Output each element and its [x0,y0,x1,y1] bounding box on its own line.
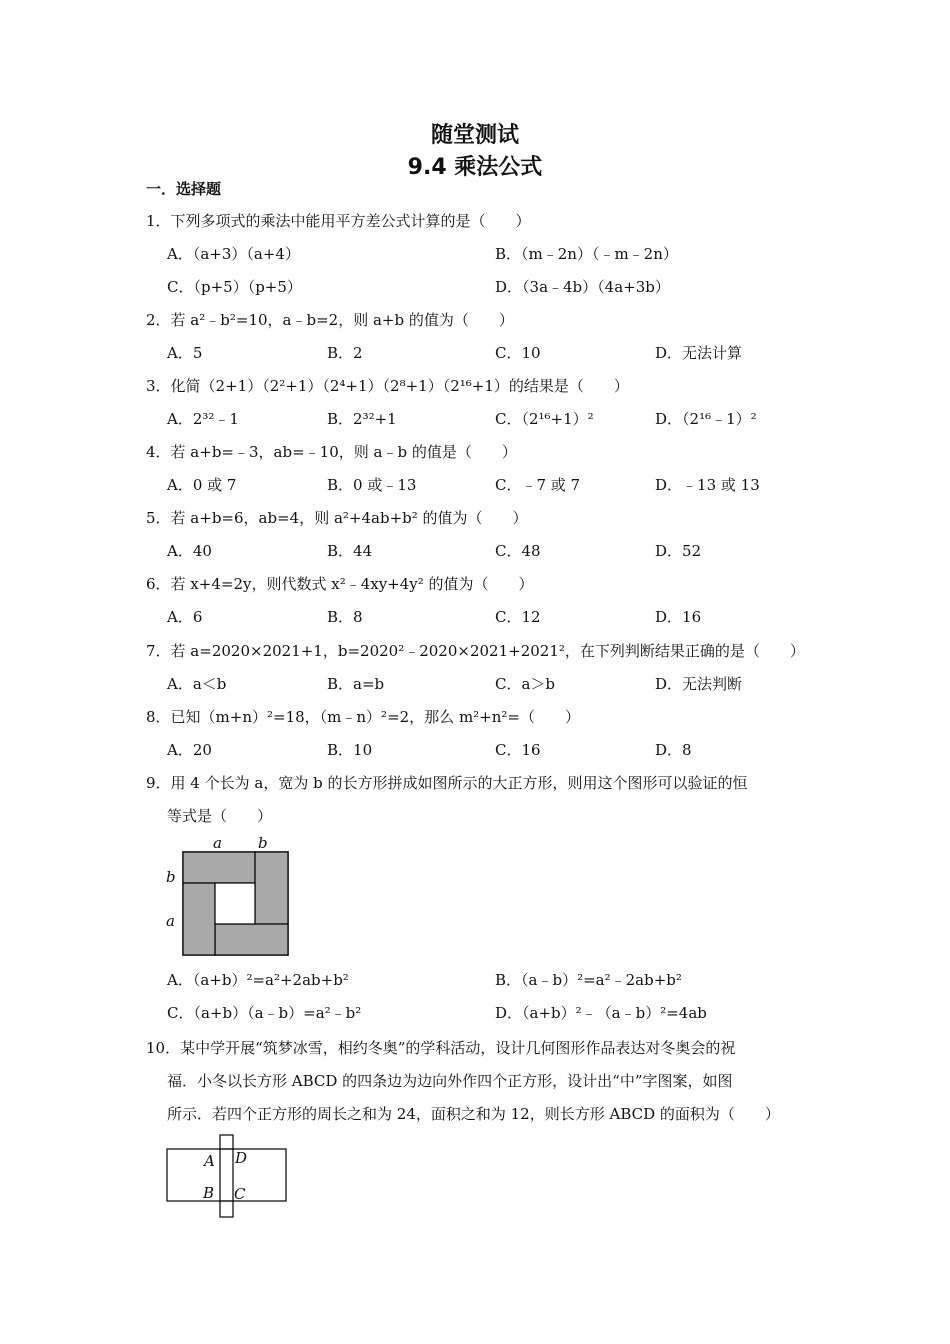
question-5-option-c[interactable]: C．48 [495,542,541,560]
question-3-option-a[interactable]: A．2³²﹣1 [167,410,239,428]
figure-label-a-top: a [213,834,222,852]
question-4-option-c[interactable]: C．﹣7 或 7 [495,476,581,494]
question-3-stem: 3．化简（2+1）（2²+1）（2⁴+1）（2⁸+1）（2¹⁶+1）的结果是（ ） [146,377,629,395]
question-4-option-d[interactable]: D．﹣13 或 13 [655,476,760,494]
question-4-option-b[interactable]: B．0 或﹣13 [327,476,417,494]
question-9-stem-line-1: 9．用 4 个长为 a，宽为 b 的长方形拼成如图所示的大正方形，则用这个图形可以验证的恒 [146,774,748,792]
question-7-stem: 7．若 a=2020×2021+1，b=2020²﹣2020×2021+2021²，在下列判断结果正确的是（ ） [146,642,805,660]
question-2-option-b[interactable]: B．2 [327,344,363,362]
question-9-option-c[interactable]: C．（a+b）（a﹣b）=a²﹣b² [167,1004,362,1022]
four-rectangles-square-diagram [182,851,290,957]
question-2-option-d[interactable]: D．无法计算 [655,344,743,362]
question-1-option-a[interactable]: A．（a+3）（a+4） [167,245,300,263]
question-2-option-a[interactable]: A．5 [167,344,203,362]
zhong-character-diagram [166,1134,288,1220]
question-3-option-c[interactable]: C．（2¹⁶+1）² [495,410,594,428]
question-8-option-c[interactable]: C．16 [495,741,541,759]
question-1-option-d[interactable]: D．（3a﹣4b）（4a+3b） [495,278,670,296]
question-1-option-b[interactable]: B．（m﹣2n）（﹣m﹣2n） [495,245,678,263]
figure-label-b-top: b [258,834,268,852]
question-5-stem: 5．若 a+b=6，ab=4，则 a²+4ab+b² 的值为（ ） [146,509,528,527]
question-4-stem: 4．若 a+b=﹣3，ab=﹣10，则 a﹣b 的值是（ ） [146,443,517,461]
figure-label-a: A [204,1152,215,1170]
question-10-stem-line-3: 所示．若四个正方形的周长之和为 24，面积之和为 12，则长方形 ABCD 的面积为（ ） [167,1105,780,1123]
question-8-option-d[interactable]: D．8 [655,741,692,759]
question-7-option-c[interactable]: C．a＞b [495,675,556,693]
question-9-stem-line-2: 等式是（ ） [167,807,273,825]
question-6-option-a[interactable]: A．6 [167,608,203,626]
question-9-figure [160,834,300,964]
question-9-option-d[interactable]: D．（a+b）²﹣（a﹣b）²=4ab [495,1004,707,1022]
figure-label-c: C [234,1185,246,1203]
question-2-stem: 2．若 a²﹣b²=10，a﹣b=2，则 a+b 的值为（ ） [146,311,514,329]
question-5-option-a[interactable]: A．40 [167,542,212,560]
question-9-option-b[interactable]: B．（a﹣b）²=a²﹣2ab+b² [495,971,682,989]
question-6-stem: 6．若 x+4=2y，则代数式 x²﹣4xy+4y² 的值为（ ） [146,575,534,593]
question-9-option-a[interactable]: A．（a+b）²=a²+2ab+b² [167,971,349,989]
question-1-stem: 1．下列多项式的乘法中能用平方差公式计算的是（ ） [146,212,531,230]
question-1-option-c[interactable]: C．（p+5）（p+5） [167,278,302,296]
question-7-option-b[interactable]: B．a=b [327,675,385,693]
question-8-option-a[interactable]: A．20 [167,741,212,759]
question-8-option-b[interactable]: B．10 [327,741,373,759]
page-title: 随堂测试 [430,123,519,148]
question-2-option-c[interactable]: C．10 [495,344,541,362]
page-subtitle: 9.4 乘法公式 [407,155,543,180]
question-6-option-d[interactable]: D．16 [655,608,702,626]
section-heading: 一．选择题 [146,180,222,198]
question-10-figure [166,1134,288,1220]
question-6-option-b[interactable]: B．8 [327,608,363,626]
question-3-option-b[interactable]: B．2³²+1 [327,410,397,428]
figure-label-b: B [203,1184,215,1202]
question-6-option-c[interactable]: C．12 [495,608,541,626]
question-5-option-d[interactable]: D．52 [655,542,702,560]
question-10-stem-line-2: 福．小冬以长方形 ABCD 的四条边为边向外作四个正方形，设计出“中”字图案，如图 [167,1072,733,1090]
question-10-stem-line-1: 10．某中学开展“筑梦冰雪，相约冬奥”的学科活动，设计几何图形作品表达对冬奥会的祝 [146,1039,736,1057]
question-4-option-a[interactable]: A．0 或 7 [167,476,237,494]
question-5-option-b[interactable]: B．44 [327,542,373,560]
question-7-option-d[interactable]: D．无法判断 [655,675,743,693]
figure-label-b-left: b [166,868,176,886]
figure-label-d: D [235,1149,248,1167]
question-3-option-d[interactable]: D．（2¹⁶﹣1）² [655,410,757,428]
question-7-option-a[interactable]: A．a＜b [167,675,227,693]
question-8-stem: 8．已知（m+n）²=18，（m﹣n）²=2，那么 m²+n²=（ ） [146,708,580,726]
figure-label-a-left: a [166,912,175,930]
